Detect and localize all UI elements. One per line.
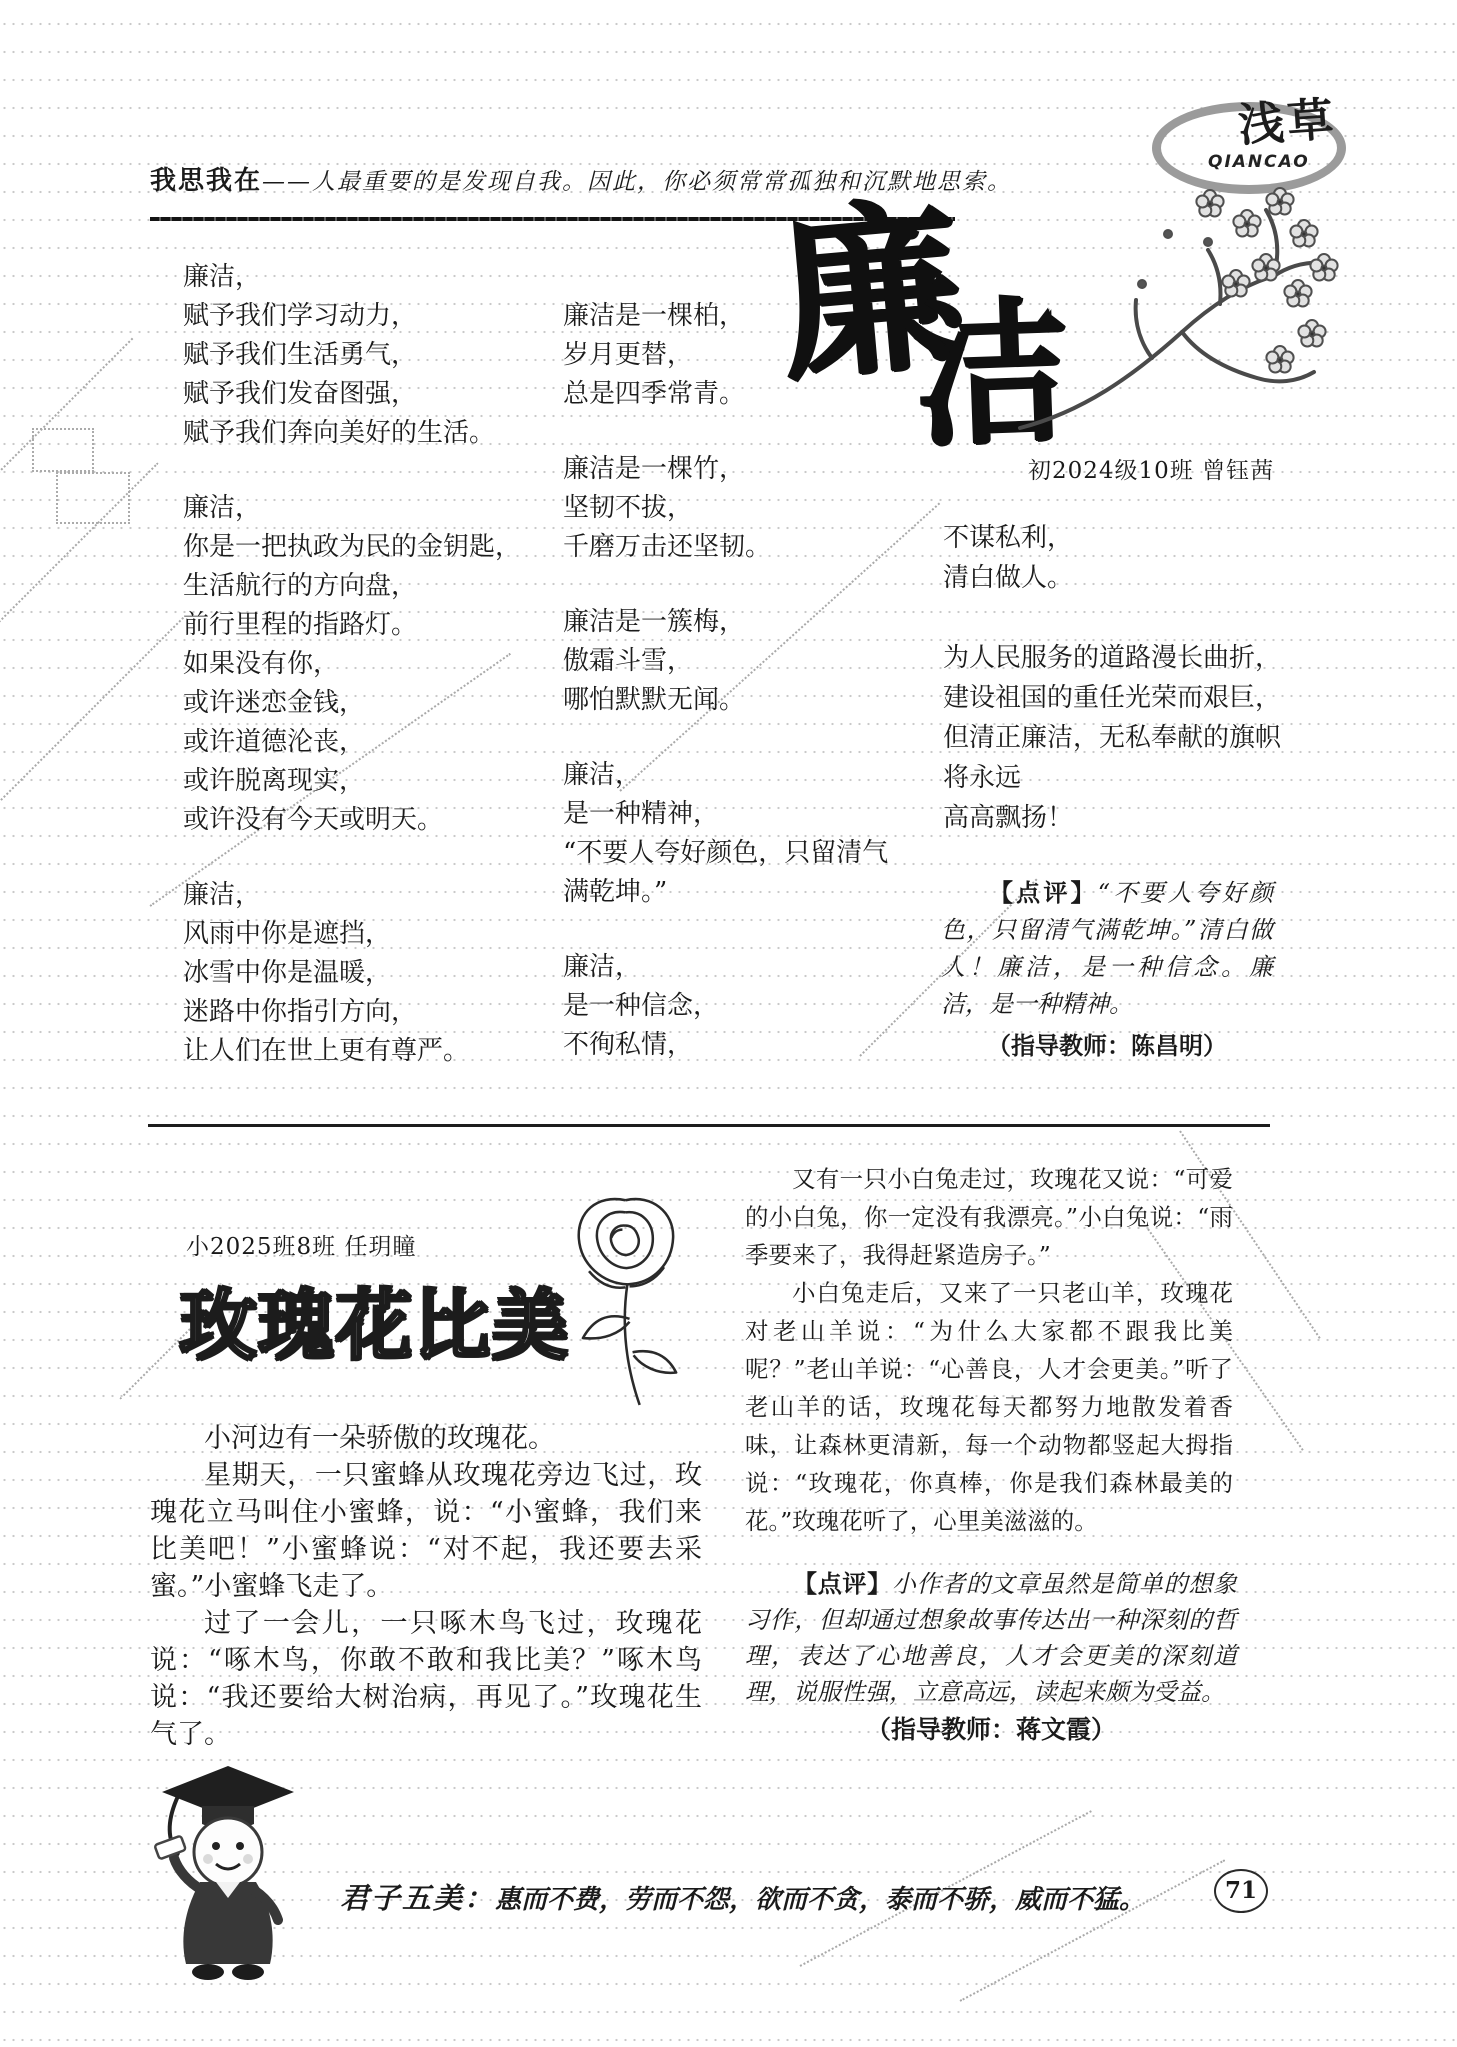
footer-quote-label: 君子五美： bbox=[340, 1881, 496, 1915]
poem-line: 清白做人。 bbox=[943, 563, 1074, 593]
poem-line: 高高飘扬！ bbox=[943, 803, 1074, 833]
comment-label: 【点评】 bbox=[793, 1569, 892, 1598]
comment-text: 小作者的文章虽然是简单的想象习作，但却通过想象故事传达出一种深刻的哲理，表达了心地善良，人才会更美的深刻道理，说服性强，立意高远，读起来颇为受益。 bbox=[745, 1570, 1238, 1706]
story-paragraph: 又有一只小白兔走过，玫瑰花又说：“可爱的小白兔，你一定没有我漂亮。”小白兔说：“雨季要来了，我得赶紧造房子。” bbox=[745, 1165, 1233, 1269]
poem-line: 赋予我们发奋图强， bbox=[183, 379, 418, 409]
stanza-gap bbox=[183, 453, 521, 489]
article1-poem-column1 bbox=[183, 258, 521, 1071]
article1-title-char-jie: 洁 bbox=[908, 279, 1072, 468]
poem-line: 廉洁， bbox=[183, 880, 262, 910]
decorative-dotted-box bbox=[56, 472, 130, 524]
poem-line: 廉洁是一棵柏， bbox=[563, 301, 746, 331]
article2-title: 玫瑰花比美 bbox=[180, 1281, 570, 1370]
header-slogan-text: ——人最重要的是发现自我。因此，你必须常常孤独和沉默地思索。 bbox=[262, 169, 1013, 195]
poem-line: 廉洁， bbox=[183, 262, 262, 292]
poem-line: 千磨万击还坚韧。 bbox=[563, 532, 772, 562]
article1-title-char-lian: 廉 bbox=[769, 176, 969, 406]
article2-teacher-credit: （指导教师：蒋文霞） bbox=[865, 1715, 1116, 1744]
page-number: 71 bbox=[1214, 1869, 1268, 1913]
stanza-gap bbox=[943, 598, 1281, 638]
stanza-gap bbox=[563, 414, 888, 450]
article2-right-column bbox=[745, 1160, 1233, 1540]
poem-line: 或许道德沦丧， bbox=[183, 727, 366, 757]
poem-line: “不要人夸好颜色，只留清气 bbox=[563, 838, 889, 868]
stanza-gap bbox=[563, 720, 888, 756]
footer-quote-text: 惠而不费，劳而不怨，欲而不贪，泰而不骄，威而不猛。 bbox=[495, 1885, 1146, 1915]
poem-line: 廉洁是一簇梅， bbox=[563, 607, 746, 637]
plum-branch-illustration bbox=[1012, 172, 1347, 472]
poem-line: 总是四季常青。 bbox=[563, 379, 746, 409]
article1-teacher-credit: （指导教师：陈昌明） bbox=[987, 1031, 1227, 1060]
poem-line: 满乾坤。” bbox=[563, 877, 668, 907]
poem-line: 前行里程的指路灯。 bbox=[183, 610, 418, 640]
story-paragraph: 小白兔走后，又来了一只老山羊，玫瑰花对老山羊说：“为什么大家都不跟我比美呢？”老山羊说：“心善良，人才会更美。”听了老山羊的话，玫瑰花每天都努力地散发着香味，让森林更清新，每一个动物都竖起大拇指说：“玫瑰花，你真棒，你是我们森林最美的花。”玫瑰花听了，心里美滋滋的。 bbox=[745, 1279, 1233, 1535]
poem-line: 生活航行的方向盘， bbox=[183, 571, 418, 601]
poem-line: 迷路中你指引方向， bbox=[183, 997, 418, 1027]
article2-byline: 小2025班8班 任玥瞳 bbox=[186, 1234, 417, 1260]
story-paragraph: 小河边有一朵骄傲的玫瑰花。 bbox=[204, 1423, 555, 1454]
story-paragraph: 星期天，一只蜜蜂从玫瑰花旁边飞过，玫瑰花立马叫住小蜜蜂，说：“小蜜蜂，我们来比美吧！”小蜜蜂说：“对不起，我还要去采蜜。”小蜜蜂飞走了。 bbox=[150, 1460, 702, 1602]
poem-line: 廉洁是一棵竹， bbox=[563, 454, 746, 484]
poem-line: 廉洁， bbox=[563, 952, 642, 982]
poem-line: 不徇私情， bbox=[563, 1030, 694, 1060]
comment-text: “不要人夸好颜色，只留清气满乾坤。”清白做人！廉洁，是一种信念。廉洁，是一种精神。 bbox=[941, 879, 1273, 1018]
poem-line: 冰雪中你是温暖， bbox=[183, 958, 392, 988]
stanza-gap bbox=[563, 567, 888, 603]
decorative-dotted-box bbox=[32, 428, 94, 472]
poem-line: 是一种信念， bbox=[563, 991, 720, 1021]
logo-text-cn: 浅草 bbox=[1236, 91, 1338, 153]
poem-line: 是一种精神， bbox=[563, 799, 720, 829]
article1-comment bbox=[941, 874, 1273, 1023]
logo-text-en: QIANCAO bbox=[1208, 152, 1310, 172]
poem-line: 赋予我们生活勇气， bbox=[183, 340, 418, 370]
stanza-gap bbox=[183, 840, 521, 876]
poem-line: 或许没有今天或明天。 bbox=[183, 805, 444, 835]
article2-comment bbox=[745, 1566, 1237, 1710]
poem-line: 不谋私利， bbox=[943, 523, 1074, 553]
comment-label: 【点评】 bbox=[989, 878, 1098, 907]
poem-line: 如果没有你， bbox=[183, 649, 340, 679]
footer-quote bbox=[340, 1876, 1145, 1917]
poem-line: 赋予我们奔向美好的生活。 bbox=[183, 418, 496, 448]
poem-line: 坚韧不拔， bbox=[563, 493, 694, 523]
poem-line: 岁月更替， bbox=[563, 340, 694, 370]
poem-line: 风雨中你是遮挡， bbox=[183, 919, 392, 949]
poem-line: 你是一把执政为民的金钥匙， bbox=[183, 532, 522, 562]
story-paragraph: 过了一会儿，一只啄木鸟飞过，玫瑰花说：“啄木鸟，你敢不敢和我比美？”啄木鸟说：“我还要给大树治病，再见了。”玫瑰花生气了。 bbox=[150, 1608, 702, 1750]
article1-poem-column3 bbox=[943, 518, 1281, 838]
poem-line: 傲霜斗雪， bbox=[563, 646, 694, 676]
header-slogan-bold: 我思我在 bbox=[150, 166, 263, 196]
article1-poem-column2 bbox=[563, 297, 888, 1065]
poem-line: 建设祖国的重任光荣而艰巨， bbox=[943, 683, 1282, 713]
poem-line: 为人民服务的道路漫长曲折， bbox=[943, 643, 1282, 673]
rose-illustration bbox=[558, 1182, 696, 1410]
section-divider bbox=[148, 1124, 1270, 1127]
decorative-dotted-line bbox=[0, 617, 184, 852]
graduate-mascot-illustration bbox=[140, 1740, 315, 1990]
article2-left-column bbox=[150, 1420, 702, 1753]
poem-line: 但清正廉洁，无私奉献的旗帜 bbox=[943, 723, 1282, 753]
poem-line: 将永远 bbox=[943, 763, 1022, 793]
poem-line: 廉洁， bbox=[563, 760, 642, 790]
poem-line: 廉洁， bbox=[183, 493, 262, 523]
poem-line: 赋予我们学习动力， bbox=[183, 301, 418, 331]
poem-line: 让人们在世上更有尊严。 bbox=[183, 1036, 470, 1066]
poem-line: 或许脱离现实， bbox=[183, 766, 366, 796]
poem-line: 或许迷恋金钱， bbox=[183, 688, 366, 718]
article1-byline: 初2024级10班 曾钰茜 bbox=[1028, 458, 1275, 484]
stanza-gap bbox=[563, 912, 888, 948]
poem-line: 哪怕默默无闻。 bbox=[563, 685, 746, 715]
